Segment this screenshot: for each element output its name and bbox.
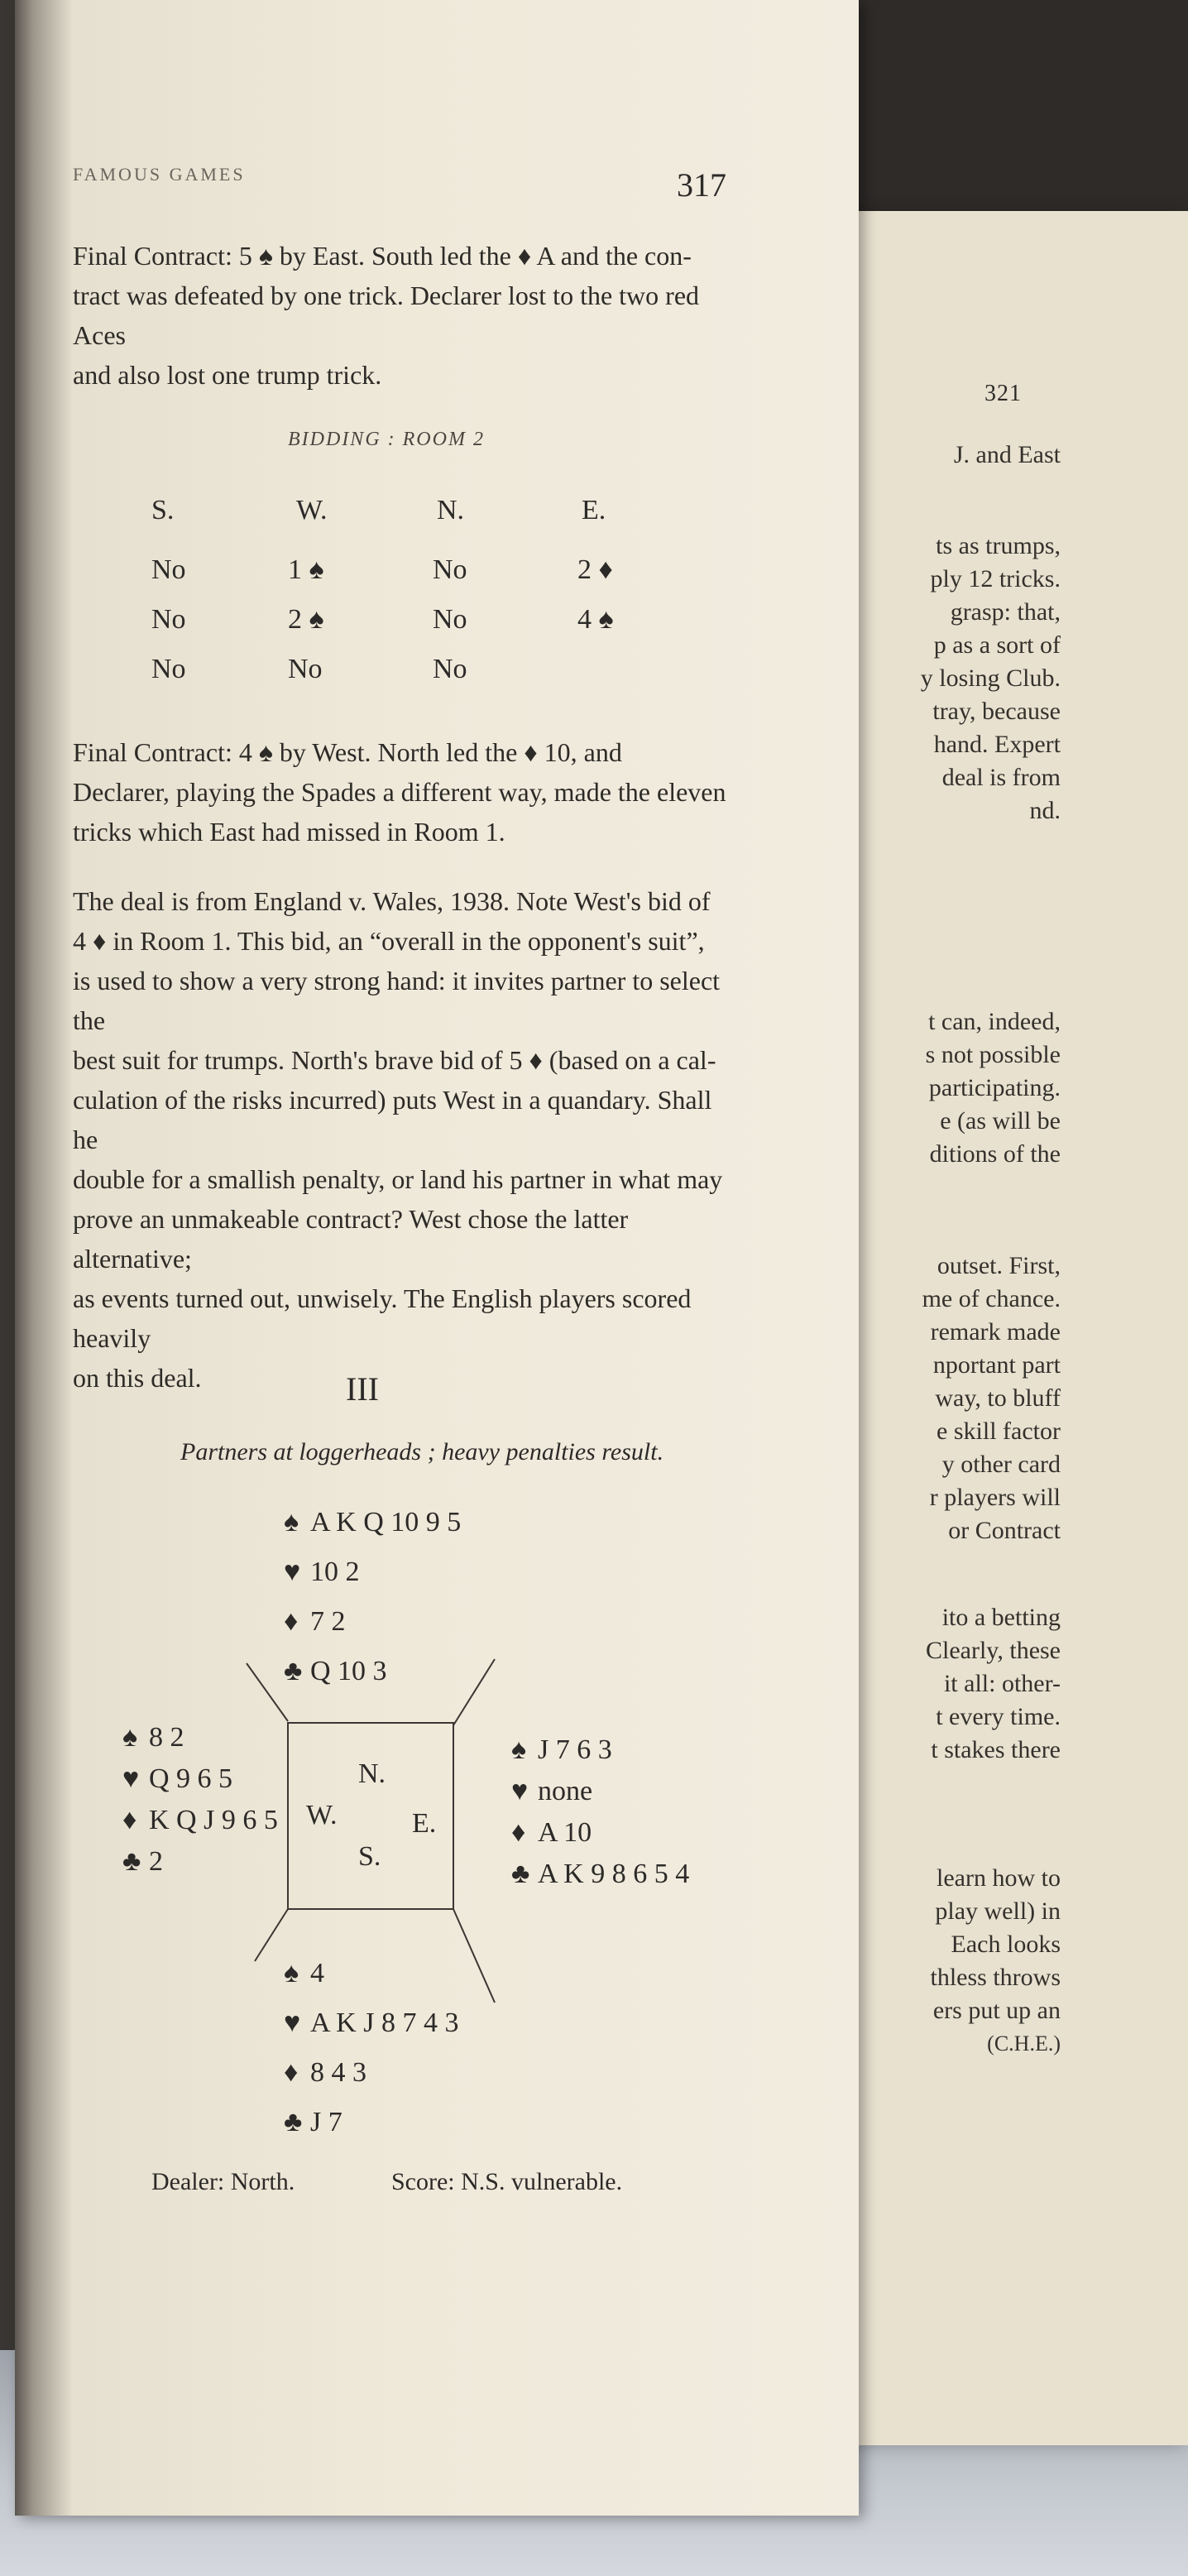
hand-row-clubs <box>511 1854 689 1895</box>
heart-holding: none <box>538 1776 593 1806</box>
hand-row-spades <box>122 1717 278 1758</box>
back-page-line: tray, because <box>932 698 1061 725</box>
club-icon: ♣ <box>122 1846 141 1877</box>
spade-icon: ♠ <box>511 1734 527 1765</box>
text-line: double for a smallish penalty, or land his partner in what may <box>73 1164 723 1194</box>
dealer-note: Dealer: North. <box>151 2168 295 2195</box>
text-line: Final Contract: 4 ♠ by West. North led the ♦ 10, and <box>73 737 622 767</box>
back-page-line: hand. Expert <box>933 731 1061 758</box>
back-page-line: Each looks <box>951 1931 1061 1958</box>
club-icon: ♣ <box>284 1656 303 1686</box>
diamond-icon: ♦ <box>284 1606 299 1637</box>
back-page-line: ditions of the <box>929 1140 1061 1168</box>
back-page-line: remark made <box>930 1318 1061 1346</box>
back-page-line: t can, indeed, <box>928 1008 1061 1035</box>
back-page-line: nd. <box>1029 797 1061 824</box>
east-hand <box>511 1729 689 1895</box>
back-page-line: participating. <box>928 1074 1061 1101</box>
back-page-line: nportant part <box>932 1351 1061 1379</box>
club-holding: J 7 <box>310 2107 343 2137</box>
south-hand <box>284 1949 458 2147</box>
text-line: culation of the risks incurred) puts West in a quandary. Shall he <box>73 1085 712 1154</box>
hand-row-diamonds <box>284 1597 461 1647</box>
bid-header-w: W. <box>296 495 328 525</box>
hand-row-diamonds <box>284 2048 458 2098</box>
text-line: Declarer, playing the Spades a different way, made the eleven <box>73 777 726 807</box>
bid-header-s: S. <box>151 495 175 525</box>
bid-cell: No <box>433 654 467 684</box>
bid-header-e: E. <box>582 495 606 525</box>
back-page-line: ers put up an <box>932 1997 1061 2024</box>
heart-icon: ♥ <box>284 1557 301 1587</box>
heart-icon: ♥ <box>511 1776 529 1806</box>
back-page-line: r players will <box>929 1484 1061 1511</box>
diagram-line <box>255 1909 288 1961</box>
back-page-line: me of chance. <box>922 1285 1061 1312</box>
club-icon: ♣ <box>284 2107 303 2137</box>
text-line: tract was defeated by one trick. Declarer lost to the two red Aces <box>73 281 700 350</box>
north-hand <box>284 1498 461 1696</box>
diagram-line <box>453 1909 495 2003</box>
spade-holding: 8 2 <box>149 1722 184 1753</box>
back-page-line: grasp: that, <box>950 598 1061 626</box>
hand-row-clubs <box>122 1841 278 1883</box>
hand-row-diamonds <box>122 1800 278 1841</box>
spade-holding: 4 <box>310 1958 324 1988</box>
text-line: prove an unmakeable contract? West chose the latter alternative; <box>73 1204 629 1274</box>
text-line: Final Contract: 5 ♠ by East. South led the ♦ A and the con- <box>73 241 692 271</box>
diamond-holding: A 10 <box>538 1817 592 1848</box>
diamond-holding: 7 2 <box>310 1606 346 1637</box>
back-page-line: (C.H.E.) <box>987 2032 1061 2056</box>
back-page-line: outset. First, <box>937 1252 1061 1279</box>
west-hand <box>122 1717 278 1883</box>
diagram-line <box>247 1663 288 1721</box>
back-page-line: y losing Club. <box>920 664 1061 692</box>
diamond-holding: 8 4 3 <box>310 2057 366 2088</box>
back-page-line: or Contract <box>948 1517 1061 1544</box>
back-page-line: learn how to <box>937 1864 1061 1892</box>
text-line: as events turned out, unwisely. The English players scored heavily <box>73 1283 692 1353</box>
bid-cell: No <box>433 604 467 635</box>
bid-cell: No <box>151 554 186 585</box>
compass-south: S. <box>358 1841 381 1872</box>
hand-row-hearts <box>284 1547 461 1597</box>
back-page-line: Clearly, these <box>926 1637 1061 1664</box>
section-number: III <box>346 1370 379 1408</box>
section-subtitle: Partners at loggerheads ; heavy penalties result. <box>180 1438 664 1465</box>
spade-icon: ♠ <box>284 1958 299 1988</box>
text-line: on this deal. <box>73 1363 202 1393</box>
back-page-line: thless throws <box>930 1964 1061 1991</box>
diamond-icon: ♦ <box>122 1805 137 1835</box>
back-page-line: t every time. <box>936 1703 1061 1730</box>
back-page-line: play well) in <box>935 1897 1061 1925</box>
spade-icon: ♠ <box>122 1722 138 1753</box>
club-holding: 2 <box>149 1846 163 1877</box>
hand-row-clubs <box>284 2098 458 2147</box>
heart-icon: ♥ <box>122 1763 140 1794</box>
hand-row-hearts <box>511 1771 689 1812</box>
bid-cell: No <box>151 604 186 635</box>
hand-row-hearts <box>284 1998 458 2048</box>
back-page-line: e (as will be <box>940 1107 1061 1134</box>
text-line: The deal is from England v. Wales, 1938. Note West's bid of <box>73 886 711 916</box>
back-page <box>852 211 1188 2445</box>
bid-cell: 2 ♦ <box>577 554 613 585</box>
hand-row-spades <box>284 1498 461 1547</box>
back-page-line: ito a betting <box>941 1604 1061 1631</box>
bid-cell: No <box>433 554 467 585</box>
bid-cell: 1 ♠ <box>288 554 324 585</box>
back-page-number: 321 <box>984 381 1022 406</box>
spade-icon: ♠ <box>284 1507 299 1537</box>
hand-row-spades <box>284 1949 458 1998</box>
heart-icon: ♥ <box>284 2008 301 2038</box>
bidding-title: BIDDING : ROOM 2 <box>288 429 485 450</box>
back-page-line: it all: other- <box>943 1670 1061 1697</box>
text-line: 4 ♦ in Room 1. This bid, an “overall in the opponent's suit”, <box>73 926 705 956</box>
text-line: tricks which East had missed in Room 1. <box>73 817 505 847</box>
diamond-icon: ♦ <box>511 1817 526 1848</box>
front-page <box>15 0 859 2516</box>
club-holding: Q 10 3 <box>310 1656 387 1686</box>
bid-cell: No <box>288 654 323 684</box>
diamond-holding: K Q J 9 6 5 <box>149 1805 278 1835</box>
club-holding: A K 9 8 6 5 4 <box>538 1859 690 1889</box>
compass-north: N. <box>358 1758 386 1789</box>
back-page-line: way, to bluff <box>935 1384 1061 1412</box>
back-page-line: ply 12 tricks. <box>930 565 1061 592</box>
running-head: FAMOUS GAMES <box>73 164 246 185</box>
hand-row-clubs <box>284 1647 461 1696</box>
hand-row-hearts <box>122 1758 278 1800</box>
text-line: best suit for trumps. North's brave bid of 5 ♦ (based on a cal- <box>73 1045 716 1075</box>
bid-cell: 2 ♠ <box>288 604 324 635</box>
hand-row-diamonds <box>511 1812 689 1854</box>
bid-cell: 4 ♠ <box>577 604 614 635</box>
score-note: Score: N.S. vulnerable. <box>391 2168 623 2195</box>
back-page-line: ts as trumps, <box>936 532 1061 559</box>
compass-west: W. <box>306 1800 338 1830</box>
back-page-line: y other card <box>941 1451 1061 1478</box>
text-line: is used to show a very strong hand: it invites partner to select the <box>73 966 721 1035</box>
heart-holding: Q 9 6 5 <box>149 1763 233 1794</box>
text-line: and also lost one trump trick. <box>73 360 382 390</box>
hand-row-spades <box>511 1729 689 1771</box>
back-page-line: e skill factor <box>937 1418 1061 1445</box>
back-page-line: deal is from <box>941 764 1061 791</box>
heart-holding: 10 2 <box>310 1557 360 1587</box>
heart-holding: A K J 8 7 4 3 <box>310 2008 459 2038</box>
back-page-line: s not possible <box>925 1041 1061 1068</box>
bid-cell: No <box>151 654 186 684</box>
diamond-icon: ♦ <box>284 2057 299 2088</box>
back-page-line: p as a sort of <box>933 631 1061 659</box>
compass-east: E. <box>412 1808 437 1839</box>
page-number: 317 <box>677 166 726 204</box>
back-page-line: t stakes there <box>931 1736 1061 1763</box>
bid-header-n: N. <box>437 495 465 525</box>
club-icon: ♣ <box>511 1859 530 1889</box>
spade-holding: J 7 6 3 <box>538 1734 612 1765</box>
spade-holding: A K Q 10 9 5 <box>310 1507 462 1537</box>
dark-background <box>836 0 1188 232</box>
back-page-line: J. and East <box>953 441 1061 468</box>
